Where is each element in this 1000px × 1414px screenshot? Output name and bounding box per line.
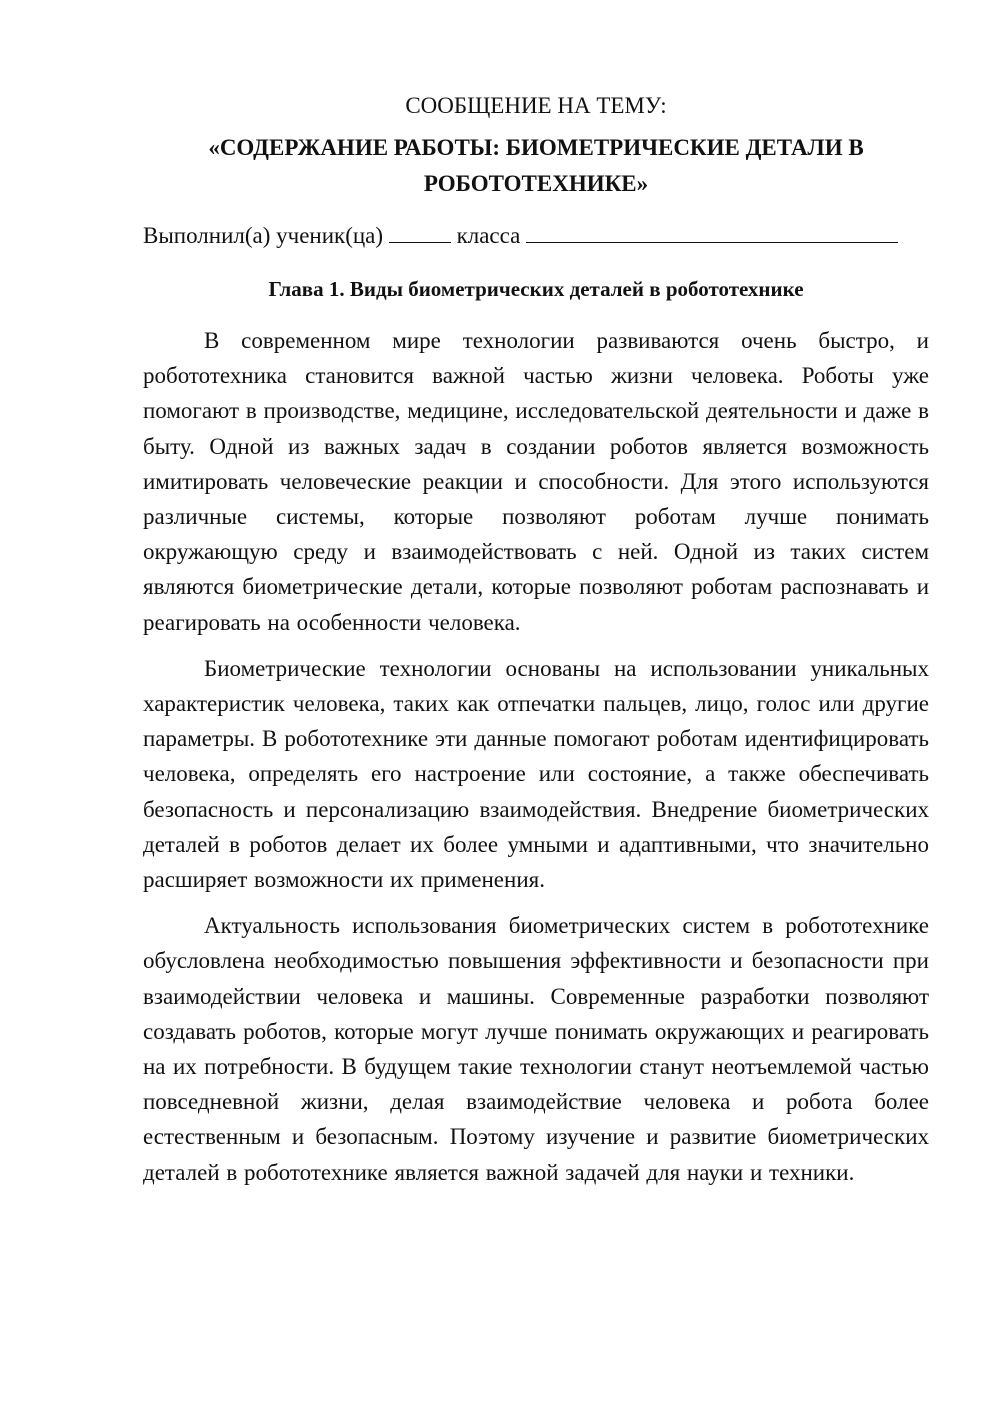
chapter-title: Глава 1. Виды биометрических деталей в робототехнике [268,277,804,301]
paragraph-2: Биометрические технологии основаны на использовании уникальных характеристик человека, таких как отпечатки пальцев, лицо, голос или другие параметры. В робототехнике эти данные помогают роботам идентифицировать человека, определять его настроение или состояние, а также обеспечивать безопасность и персонализацию взаимодействия. Внедрение биометрических деталей в роботов делает их более умными и адаптивными, что значительно расширяет возможности их применения. [143,655,929,893]
document-title-line-2: РОБОТОТЕХНИКЕ» [423,171,649,196]
author-prefix: Выполнил(а) ученик(ца) [143,223,389,248]
author-line [143,218,929,254]
author-class-label: класса [450,223,527,248]
document-title [143,130,929,202]
document-page [143,88,929,1190]
class-letter-blank [526,224,898,243]
class-number-blank [389,224,451,243]
document-header: СООБЩЕНИЕ НА ТЕМУ: [405,93,667,118]
document-title-line-1: «СОДЕРЖАНИЕ РАБОТЫ: БИОМЕТРИЧЕСКИЕ ДЕТАЛИ В [208,135,864,160]
paragraph-3: Актуальность использования биометрических систем в робототехнике обусловлена необходимостью повышения эффективности и безопасности при взаимодействии человека и машины. Современные разработки позволяют создавать роботов, которые могут лучше понимать окружающих и реагировать на их потребности. В будущем такие технологии станут неотъемлемой частью повседневной жизни, делая взаимодействие человека и робота более естественным и безопасным. Поэтому изучение и развитие биометрических деталей в робототехнике является важной задачей для науки и техники. [143,913,929,1185]
paragraph-1: В современном мире технологии развиваются очень быстро, и робототехника становится важной частью жизни человека. Роботы уже помогают в производстве, медицине, исследовательской деятельности и даже в быту. Одной из важных задач в создании роботов является возможность имитировать человеческие реакции и способности. Для этого используются различные системы, которые позволяют роботам лучше понимать окружающую среду и взаимодействовать с ней. Одной из таких систем являются биометрические детали, которые позволяют роботам распознавать и реагировать на особенности человека. [143,328,929,635]
